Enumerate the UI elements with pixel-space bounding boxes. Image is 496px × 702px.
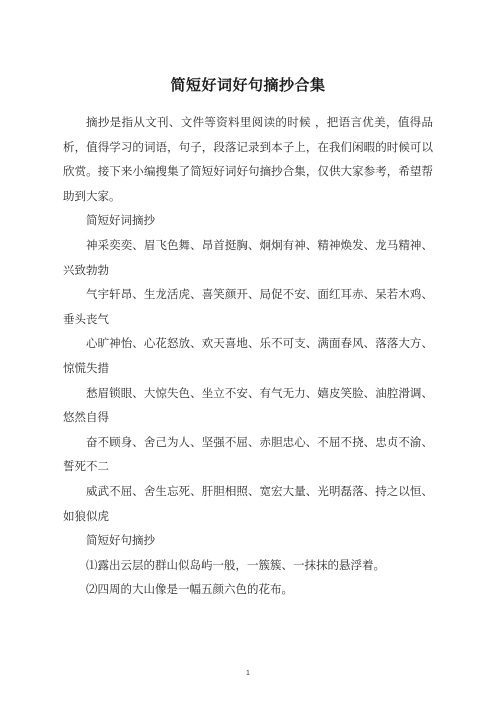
sentence-paragraph: ⑵四周的大山像是一幅五颜六色的花布。 — [86, 582, 293, 597]
document-body — [63, 110, 433, 602]
word-list-paragraph: 愁眉锁眼、大惊失色、坐立不安、有气无力、嬉皮笑脸、油腔滑调、悠然自得 — [63, 385, 433, 425]
word-list-paragraph: 气宇轩昂、生龙活虎、喜笑颜开、局促不安、面红耳赤、呆若木鸡、垂头丧气 — [63, 287, 433, 326]
word-list-paragraph: 奋不顾身、舍己为人、坚强不屈、赤胆忠心、不屈不挠、忠贞不渝、誓死不二 — [63, 434, 433, 474]
document-title: 简短好词好句摘抄合集 — [170, 76, 326, 94]
word-list-paragraph: 神采奕奕、眉飞色舞、昂首挺胸、炯炯有神、精神焕发、龙马精神、兴致勃勃 — [63, 237, 433, 277]
section-heading-sentences: 简短好句摘抄 — [86, 533, 155, 548]
intro-paragraph: 摘抄是指从文刊、文件等资料里阅读的时候 ，把语言优美，值得品析，值得学习的词语，句子，段落记录到本子上，在我们闲暇的时候可以欣赏。接下来小编搜集了简短好词好句摘抄合集，仅供大家参考，希望帮助到大家。 — [63, 115, 433, 203]
section-heading-words: 简短好词摘抄 — [86, 213, 155, 228]
word-list-paragraph: 心旷神怡、心花怒放、欢天喜地、乐不可支、满面春风、落落大方、惊慌失措 — [63, 336, 433, 375]
word-list-paragraph: 威武不屈、舍生忘死、肝胆相照、宽宏大量、光明磊落、持之以恒、如狼似虎 — [63, 483, 433, 523]
sentence-paragraph: ⑴露出云层的群山似岛屿一般，一簇簇、一抹抹的悬浮着。 — [86, 557, 385, 572]
page-number: 1 — [246, 670, 250, 677]
